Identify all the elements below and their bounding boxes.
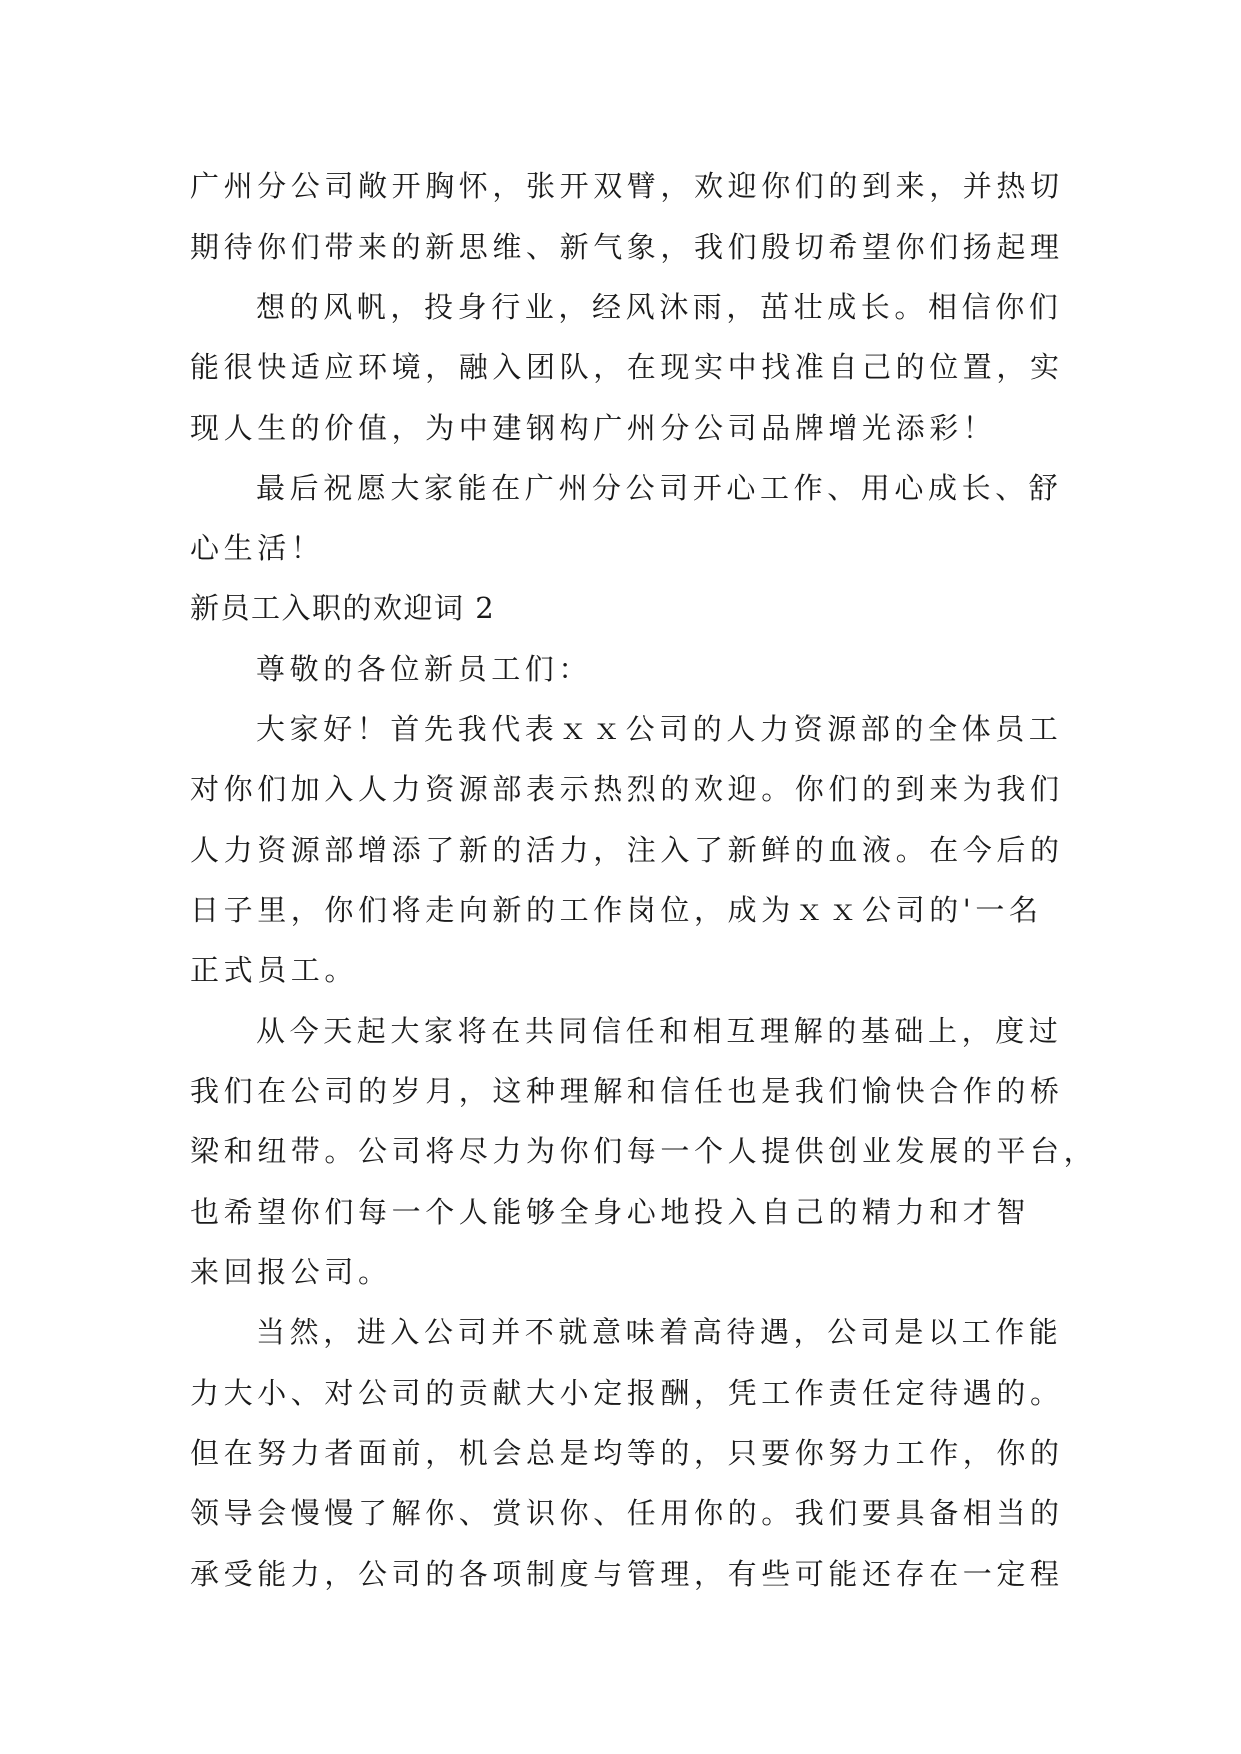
text-line: 期待你们带来的新思维、新气象，我们殷切希望你们扬起理 [190, 230, 1064, 264]
text-line: 当然，进入公司并不就意味着高待遇，公司是以工作能 [256, 1315, 1063, 1349]
text-line: 人力资源部增添了新的活力，注入了新鲜的血液。在今后的 [190, 833, 1064, 867]
text-line: 领导会慢慢了解你、赏识你、任用你的。我们要具备相当的 [190, 1496, 1064, 1530]
text-line: 心生活！ [190, 531, 325, 565]
text-line: 力大小、对公司的贡献大小定报酬，凭工作责任定待遇的。 [190, 1376, 1064, 1410]
text-line: 对你们加入人力资源部表示热烈的欢迎。你们的到来为我们 [190, 772, 1064, 806]
text-line: 从今天起大家将在共同信任和相互理解的基础上，度过 [256, 1014, 1063, 1048]
text-line: 日子里，你们将走向新的工作岗位，成为ｘｘ公司的'一名 [190, 893, 1043, 927]
section-heading: 新员工入职的欢迎词 2 [190, 591, 496, 625]
text-line: 我们在公司的岁月，这种理解和信任也是我们愉快合作的桥 [190, 1074, 1064, 1108]
text-line: 承受能力，公司的各项制度与管理，有些可能还存在一定程 [190, 1557, 1064, 1591]
salutation: 尊敬的各位新员工们： [256, 652, 593, 686]
text-line: 能很快适应环境，融入团队，在现实中找准自己的位置，实 [190, 350, 1064, 384]
text-line: 大家好！首先我代表ｘｘ公司的人力资源部的全体员工 [256, 712, 1063, 746]
text-line: 广州分公司敞开胸怀，张开双臂，欢迎你们的到来，并热切 [190, 169, 1064, 203]
text-line: 也希望你们每一个人能够全身心地投入自己的精力和才智 [190, 1195, 1031, 1229]
text-line: 正式员工。 [190, 953, 359, 987]
text-line: 想的风帆，投身行业，经风沐雨，茁壮成长。相信你们 [256, 290, 1063, 324]
text-line: 来回报公司。 [190, 1255, 392, 1289]
text-line: 梁和纽带。公司将尽力为你们每一个人提供创业发展的平台， [190, 1134, 1098, 1168]
text-line: 但在努力者面前，机会总是均等的，只要你努力工作，你的 [190, 1436, 1064, 1470]
text-line: 最后祝愿大家能在广州分公司开心工作、用心成长、舒 [256, 471, 1063, 505]
text-line: 现人生的价值，为中建钢构广州分公司品牌增光添彩！ [190, 411, 997, 445]
